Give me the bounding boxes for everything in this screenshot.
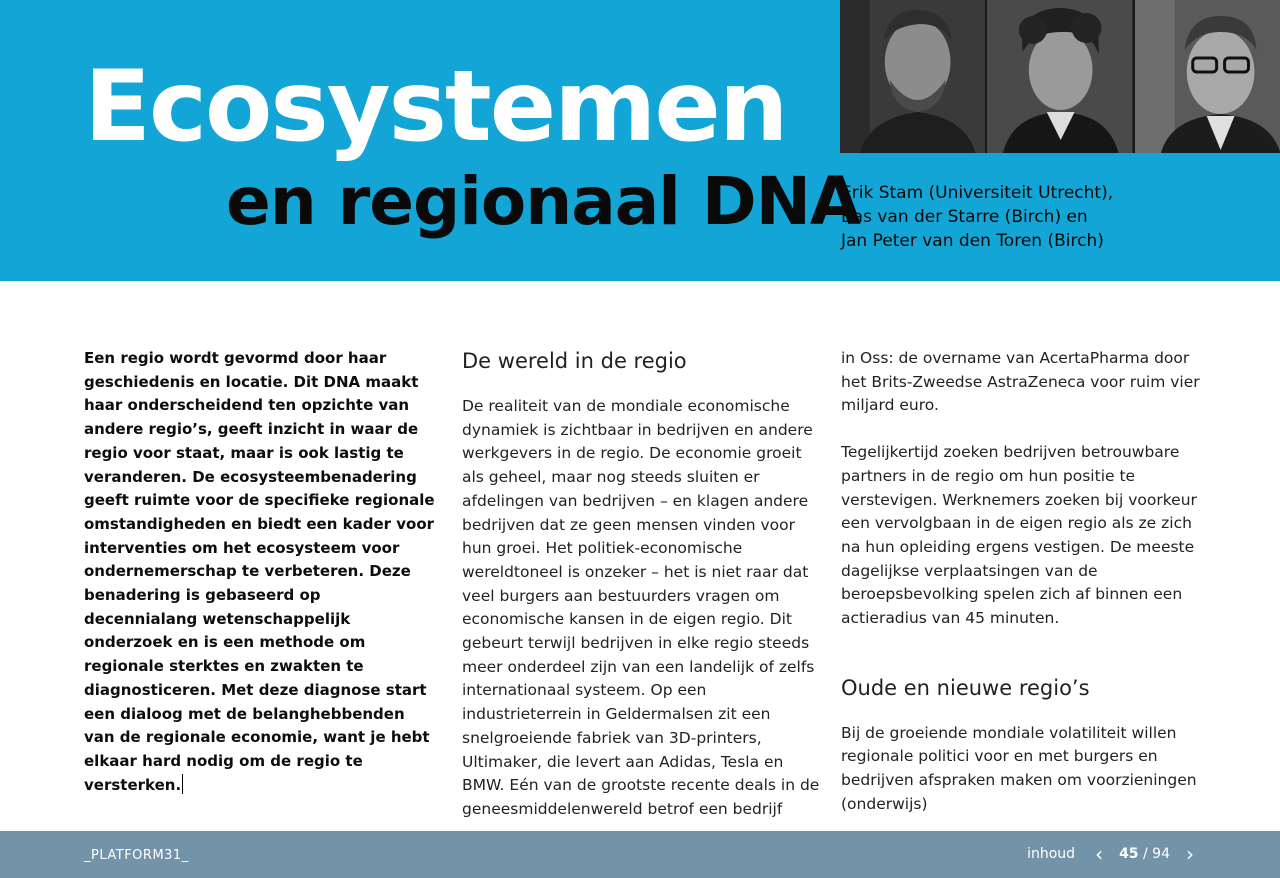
chevron-right-icon[interactable]: › [1186,842,1194,866]
intro-column [84,347,436,797]
section-heading: Oude en nieuwe regio’s [841,675,1090,700]
toc-link[interactable]: inhoud [1027,846,1076,862]
body-paragraph: Tegelijkertijd zoeken bedrijven betrouwbare partners in de regio om hun positie te verstevigen. Werknemers zoeken bij voorkeur een vervolgbaan in de eigen regio als ze zich na hun opleiding ergens vestigen. De meeste dagelijkse verplaatsingen van de beroepsbevolking spelen zich af binnen een actieradius van 45 minuten. [841,443,1197,628]
footer-bar [0,831,1280,878]
portrait-photo-icon [1135,0,1280,153]
page-indicator [1119,846,1170,862]
article-subtitle: en regionaal DNA [226,163,861,240]
current-page: 45 [1119,846,1139,862]
page-navigation [1027,842,1198,866]
author-credits [841,181,1113,253]
author-line: Erik Stam (Universiteit Utrecht), [841,183,1114,203]
section-heading: De wereld in de regio [462,349,687,373]
portrait-photo-icon [840,0,985,153]
body-paragraph: in Oss: de overname van AcertaPharma door het Brits-Zweedse AstraZeneca voor ruim vier miljard euro. [841,349,1200,415]
page-separator: / [1143,846,1148,862]
article-title: Ecosystemen [84,50,787,164]
platform31-logo: _PLATFORM31_ [84,848,189,863]
total-pages: 94 [1152,846,1170,862]
body-paragraph: De realiteit van de mondiale economische dynamiek is zichtbaar in bedrijven en andere werkgevers in de regio. De economie groeit als geheel, maar nog steeds sluiten er afdelingen van bedrijven – en klagen andere bedrijven dat ze geen mensen vinden voor hun groei. Het politiek-economische wereldtoneel is onzeker – het is niet raar dat veel burgers aan bestuurders vragen om economische kansen in de eigen regio. Dit gebeurt terwijl bedrijven in elke regio steeds meer onderdeel zijn van een landelijk of zelfs internationaal systeem. Op een industrieterrein in Geldermalsen zit een snelgroeiende fabriek van 3D-printers, Ultimaker, die levert aan Adidas, Tesla en BMW. Eén van de grootste recente deals in de geneesmiddelenwereld betrof een bedrijf [462,397,820,818]
author-line: Jan Peter van den Toren (Birch) [841,231,1104,251]
body-paragraph: Bij de groeiende mondiale volatiliteit willen regionale politici voor en met burgers en bedrijven afspraken maken om voorzieningen (onderwijs) [841,723,1197,813]
chevron-left-icon[interactable]: ‹ [1095,842,1104,866]
text-cursor [182,774,183,794]
author-photo-2 [987,0,1134,153]
article-header [0,0,1280,281]
intro-paragraph: Een regio wordt gevormd door haar geschiedenis en locatie. Dit DNA maakt haar onderscheidend ten opzichte van andere regio’s, geeft inzicht in waar de regio voor staat, maar is ook lastig te veranderen. De ecosysteembenadering geeft ruimte voor de specifieke regionale omstandigheden en biedt een kader voor interventies om het ecosysteem voor ondernemerschap te verbeteren. Deze benadering is gebaseerd op decennialang wetenschappelijk onderzoek en is een methode om regionale sterktes en zwakten te diagnosticeren. Met deze diagnose start een dialoog met de belanghebbenden van de regionale economie, want je hebt elkaar hard nodig om de regio te versterken. [84,349,435,794]
body-column-3 [841,347,1206,817]
author-photo-3 [1135,0,1280,153]
body-column-2 [462,347,822,822]
author-photo-1 [840,0,987,153]
author-line: Bas van der Starre (Birch) en [841,207,1088,227]
portrait-photo-icon [987,0,1132,153]
author-photos [840,0,1280,153]
